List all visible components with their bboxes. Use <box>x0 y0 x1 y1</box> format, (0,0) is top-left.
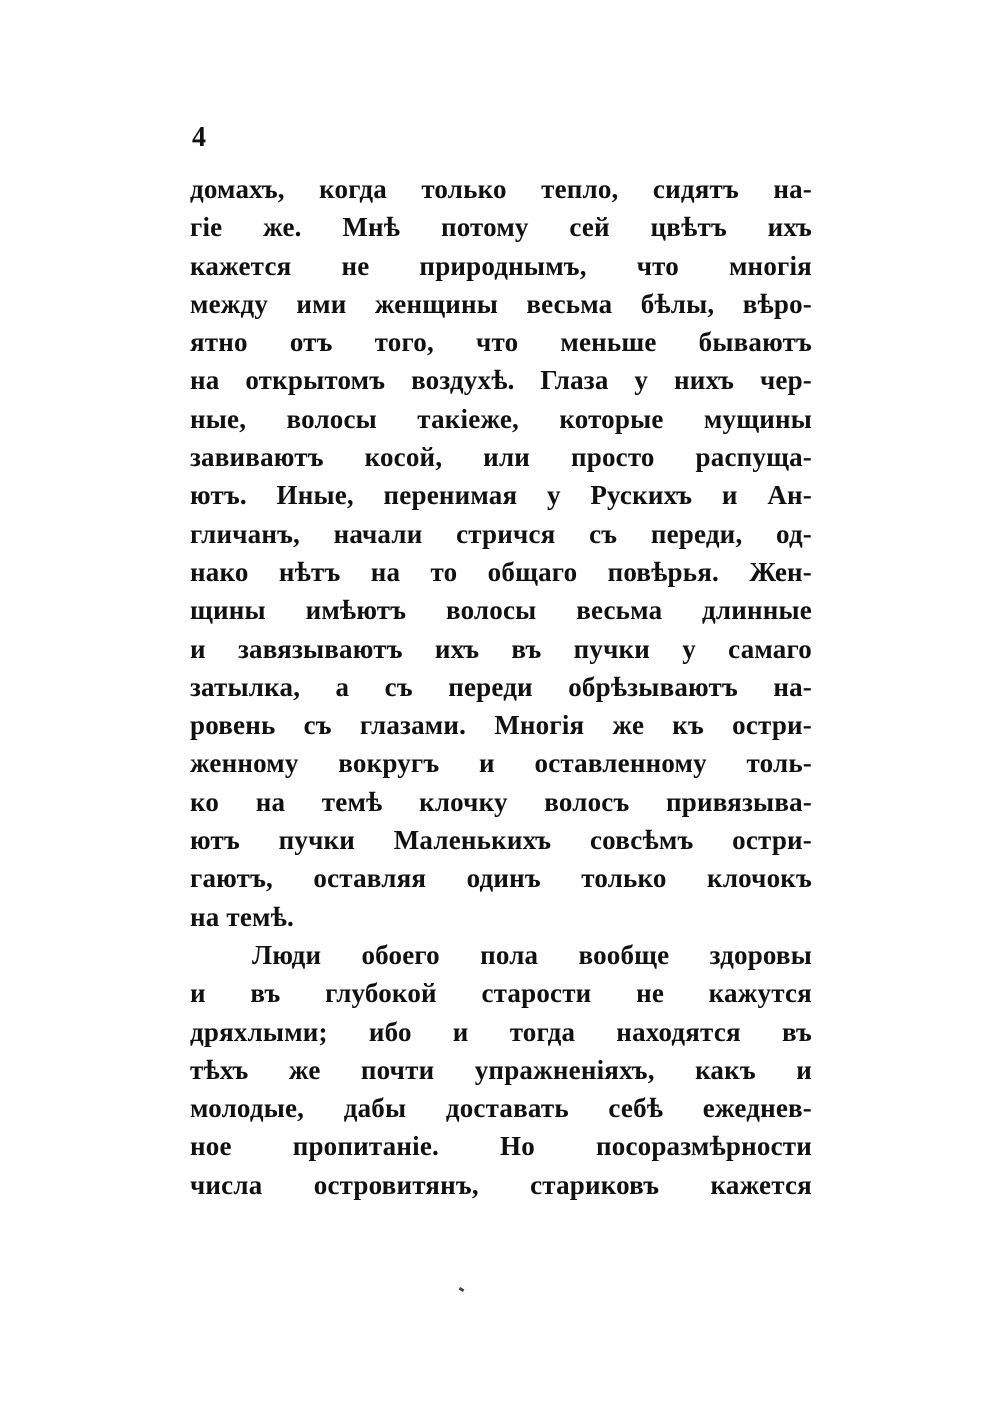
text-line: кажется не природнымъ, что многія <box>190 250 812 281</box>
text-line: между ими женщины весьма бѣлы, вѣро- <box>190 288 812 319</box>
text-line: на открытомъ воздухѣ. Глаза у нихъ чер- <box>190 365 812 396</box>
text-line: нако нѣтъ на то общаго повѣрья. Жен- <box>190 556 812 587</box>
text-line: ютъ пучки Маленькихъ совсѣмъ остри- <box>190 825 812 856</box>
text-line: затылка, а съ переди обрѣзываютъ на- <box>190 671 812 702</box>
text-line: и въ глубокой старости не кажутся <box>190 978 812 1009</box>
text-line: Люди обоего пола вообще здоровы <box>252 939 812 970</box>
text-line: гаютъ, оставляя одинъ только клочокъ <box>190 863 812 894</box>
text-line: ровень съ глазами. Многія же къ остри- <box>190 710 812 741</box>
scan-speck <box>459 1287 465 1292</box>
text-line: щины имѣютъ волосы весьма длинные <box>190 595 812 626</box>
page-number: 4 <box>192 122 206 153</box>
text-line: ное пропитаніе. Но посоразмѣрности <box>190 1131 812 1162</box>
text-line: домахъ, когда только тепло, сидятъ на- <box>190 174 812 204</box>
text-line: завиваютъ косой, или просто распуща- <box>190 442 812 473</box>
text-line: и завязываютъ ихъ въ пучки у самаго <box>190 633 812 664</box>
text-line: ко на темѣ клочку волосъ привязыва- <box>190 786 812 817</box>
text-line: женному вокругъ и оставленному толь- <box>190 748 812 779</box>
text-line: на темѣ. <box>190 901 294 932</box>
text-line: числа островитянъ, стариковъ кажется <box>190 1169 812 1200</box>
text-line: гіе же. Мнѣ потому сей цвѣтъ ихъ <box>190 212 812 243</box>
text-line: ятно отъ того, что меньше бываютъ <box>190 327 812 358</box>
body-text <box>190 170 812 1204</box>
text-line: гличанъ, начали стричся съ переди, од- <box>190 518 812 549</box>
text-line: тѣхъ же почти упражненіяхъ, какъ и <box>190 1054 812 1085</box>
text-line: дряхлыми; ибо и тогда находятся въ <box>190 1016 812 1047</box>
text-line: молодые, дабы доставать себѣ ежеднев- <box>190 1093 812 1124</box>
text-line: ютъ. Иные, перенимая у Рускихъ и Ан- <box>190 480 812 511</box>
paragraph-1 <box>190 170 812 936</box>
paragraph-2 <box>190 936 812 1204</box>
text-line: ные, волосы такіеже, которые мущины <box>190 403 812 434</box>
